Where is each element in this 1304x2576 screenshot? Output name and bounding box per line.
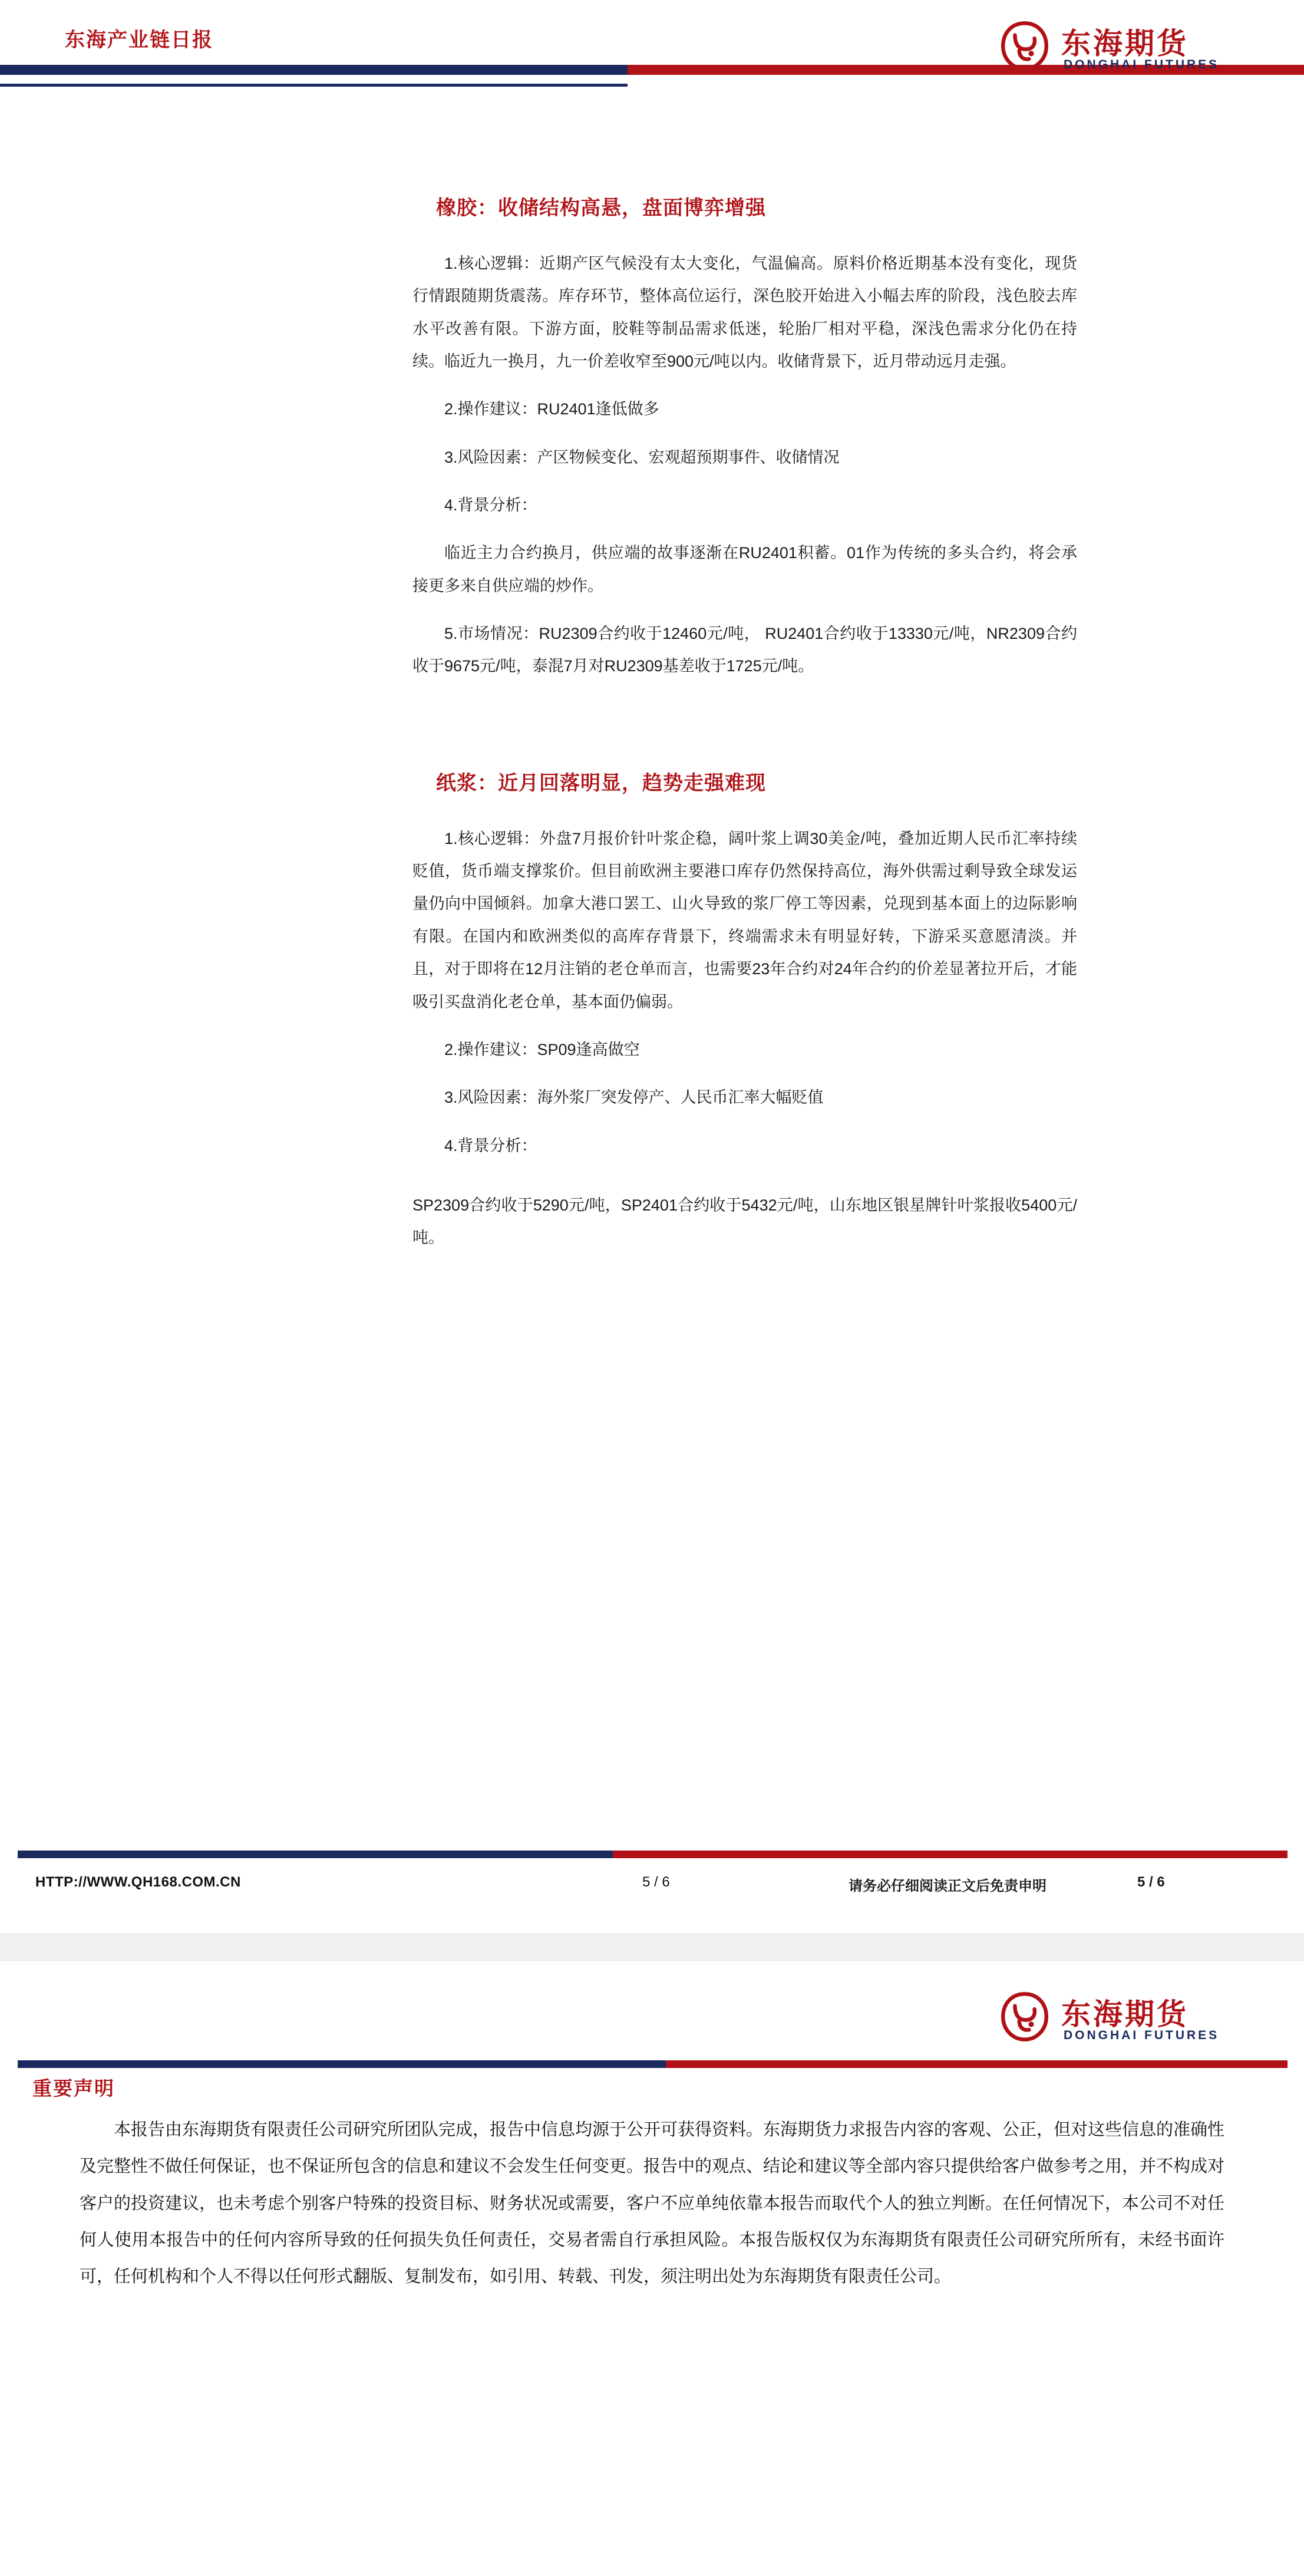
section-pulp [0,767,1304,1255]
footer-bar-red [613,1851,1288,1858]
footer-bar-navy [18,1851,613,1858]
section-rubber [0,192,1304,683]
footer-page-number-center: 5 / 6 [642,1874,670,1890]
company-logo [998,12,1269,83]
rubber-background-text: 临近主力合约换月，供应端的故事逐渐在RU2401积蓄。01作为传统的多头合约，将会承接更多来自供应端的炒作。 [412,544,1077,595]
logo-text-cn: 东海期货 [1061,27,1189,60]
pulp-risk-factors: 3.风险因素：海外浆厂突发停产、人民币汇率大幅贬值 [444,1089,824,1107]
disclaimer-body-wrap [0,2112,1304,2295]
pulp-background-text: SP2309合约收于5290元/吨，SP2401合约收于5432元/吨，山东地区银星牌针叶浆报收5400元/吨。 [412,1196,1077,1247]
footer-url[interactable]: HTTP://WWW.QH168.COM.CN [35,1874,241,1890]
company-logo-page2 [998,1983,1269,2053]
bull-head-logo-icon [998,1990,1052,2044]
footer-disclaimer-note: 请务必仔细阅读正文后免责申明 [849,1878,1046,1894]
bull-head-logo-icon [998,19,1052,73]
page-footer [0,1833,1304,1933]
rubber-risk-factors: 3.风险因素：产区物候变化、宏观超预期事件、收储情况 [444,448,840,466]
disclaimer-body-text: 本报告由东海期货有限责任公司研究所团队完成，报告中信息均源于公开可获得资料。东海期货力求报告内容的客观、公正，但对这些信息的准确性及完整性不做任何保证，也不保证所包含的信息和建议不会发生任何变更。报告中的观点、结论和建议等全部内容只提供给客户做参考之用，并不构成对客户的投资建议，也未考虑个别客户特殊的投资目标、财务状况或需要，客户不应单纯依靠本报告而取代个人的独立判断。在任何情况下，本公司不对任何人使用本报告中的任何内容所导致的任何损失负任何责任，交易者需自行承担风险。本报告版权仅为东海期货有限责任公司研究所所有，未经书面许可，任何机构和个人不得以任何形式翻版、复制发布，如引用、转载、刊发，须注明出处为东海期货有限责任公司。 [80,2120,1225,2287]
page-content [0,103,1304,1255]
rubber-background-heading: 4.背景分析： [444,496,537,514]
pulp-background-heading: 4.背景分析： [444,1136,537,1155]
disclaimer-title: 重要声明 [32,2077,115,2099]
page-separator [0,1933,1304,1961]
disclaimer-bar-navy [18,2060,666,2068]
header-bar-navy [0,65,628,75]
report-page-2 [0,1961,1304,2576]
logo-text-en: DONGHAI FUTURES [1064,58,1220,71]
rubber-core-logic: 1.核心逻辑：近期产区气候没有太大变化，气温偏高。原料价格近期基本没有变化，现货行情跟随期货震荡。库存环节，整体高位运行，深色胶开始进入小幅去库的阶段，浅色胶去库水平改善有限。下游方面，胶鞋等制品需求低迷，轮胎厂相对平稳，深浅色需求分化仍在持续。临近九一换月，九一价差收窄至900元/吨以内。收储背景下，近月带动远月走强。 [412,255,1077,371]
logo-text-cn: 东海期货 [1061,1998,1189,2031]
rubber-operation-advice: 2.操作建议：RU2401逢低做多 [444,400,659,418]
section-title-rubber: 橡胶：收储结构高悬，盘面博弈增强 [436,197,766,219]
section-title-pulp: 纸浆：近月回落明显，趋势走强难现 [436,771,766,794]
page-header [0,0,1304,103]
pulp-operation-advice: 2.操作建议：SP09逢高做空 [444,1040,640,1058]
footer-page-number-right: 5 / 6 [1137,1874,1165,1890]
header-bar-navy-thin [0,84,628,87]
logo-text-en: DONGHAI FUTURES [1064,2029,1220,2042]
rubber-market-status: 5.市场情况：RU2309合约收于12460元/吨， RU2401合约收于13330元/吨，NR2309合约收于9675元/吨，泰混7月对RU2309基差收于1725元/吨。 [412,625,1077,675]
disclaimer-bar-red [666,2060,1288,2068]
header-title: 东海产业链日报 [65,29,213,51]
pulp-core-logic: 1.核心逻辑：外盘7月报价针叶浆企稳，阔叶浆上调30美金/吨，叠加近期人民币汇率持续贬值，货币端支撑浆价。但目前欧洲主要港口库存仍然保持高位，海外供需过剩导致全球发运量仍向中国倾斜。加拿大港口罢工、山火导致的浆厂停工等因素，兑现到基本面上的边际影响有限。在国内和欧洲类似的高库存背景下，终端需求未有明显好转，下游采买意愿清淡。并且，对于即将在12月注销的老仓单而言，也需要23年合约对24年合约的价差显著拉开后，才能吸引买盘消化老仓单，基本面仍偏弱。 [412,829,1077,1011]
